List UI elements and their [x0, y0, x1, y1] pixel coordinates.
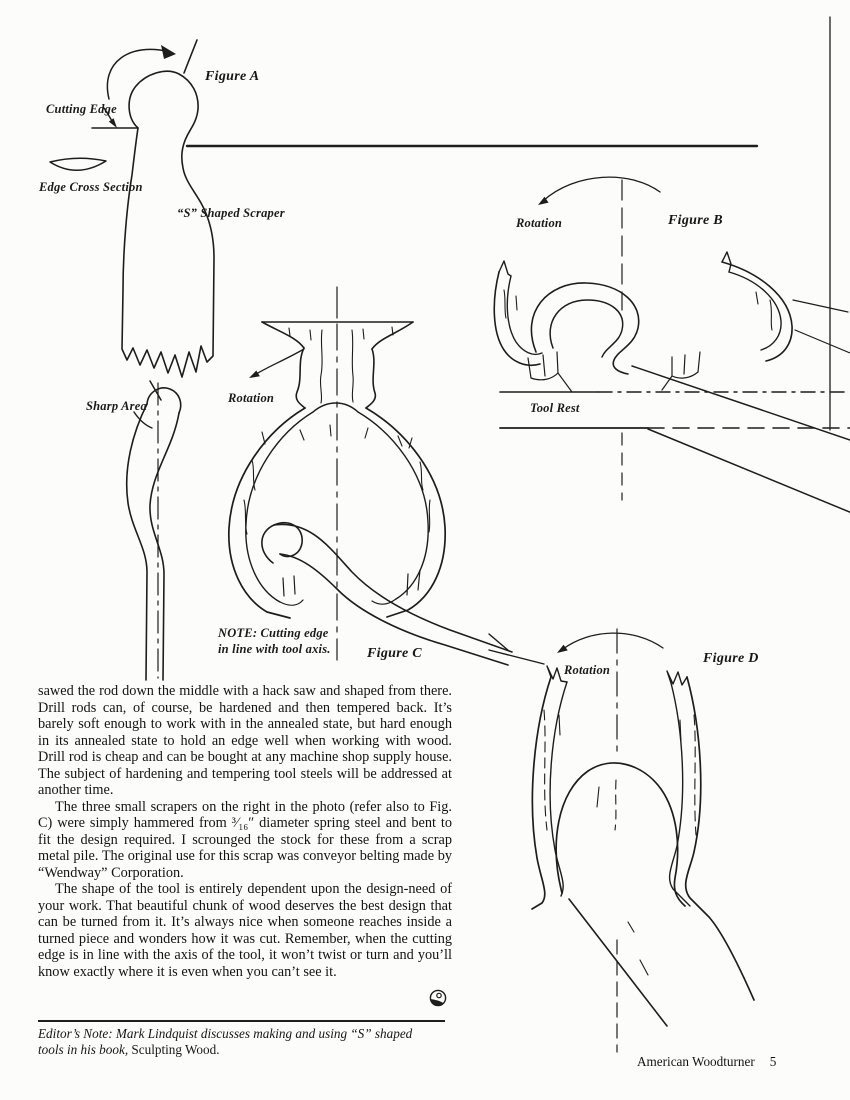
editor-note-book-title: Sculpting Wood.	[131, 1041, 220, 1057]
tool-rest-label: Tool Rest	[530, 401, 580, 415]
cutting-edge-label: Cutting Edge	[46, 102, 117, 116]
end-of-article-icon	[430, 990, 445, 1005]
journal-name: American Woodturner	[637, 1054, 755, 1069]
sharp-area-label: Sharp Area	[86, 399, 147, 413]
article-paragraph-3: The shape of the tool is entirely dependent upon the design-need of your work. That beautiful chunk of wood deserves the best design that can be turned from it. It’s always nice when someone reaches inside a turned piece and wonders how it was cut. Remember, when the cutting edge is in line with the axis of the tool, it won’t twist or turn and you’ll know exactly where it is even when you can’t see it.	[38, 881, 452, 980]
editor-note-rule	[38, 1020, 445, 1022]
editor-note-italic-text: Editor’s Note: Mark Lindquist discusses making and using “S” shaped tools in his book,	[38, 1026, 413, 1057]
figure-b-label: Figure B	[668, 213, 723, 228]
article-paragraph-1: sawed the rod down the middle with a hack saw and shaped from there. Drill rods can, of course, be hardened and then tempered back. It’s barely soft enough to work with in the annealed state, but hard enough in its annealed state to hold an edge well when working with wood. Drill rod is cheap and can be bought at any machine shop supply house. The subject of hardening and tempering tool steels will be addressed at another time.	[38, 683, 452, 798]
figure-c-note-line1: NOTE: Cutting edge	[218, 626, 329, 640]
article-paragraph-2: The three small scrapers on the right in the photo (refer also to Fig. C) were simply hammered from ³⁄₁₆″ diameter spring steel and bent to fit the design required. I scrounged the stock for these from a scrap metal pile. The original use for this scrap was conveyor belting made by “Wendway” Corporation.	[38, 798, 452, 881]
edge-cross-section-label: Edge Cross Section	[39, 180, 143, 194]
editor-note	[38, 1026, 438, 1058]
page-number: 5	[769, 1054, 777, 1069]
figure-c-note-line2: in line with tool axis.	[218, 642, 331, 656]
figure-b-rotation-label: Rotation	[516, 216, 563, 230]
figure-c-label: Figure C	[367, 646, 422, 661]
figure-d-label: Figure D	[703, 651, 759, 666]
article-text-column	[38, 683, 452, 980]
figure-d-rotation-label: Rotation	[564, 663, 611, 677]
figure-c-rotation-label: Rotation	[228, 391, 275, 405]
figure-c-drawing	[229, 287, 512, 665]
figure-a-label: Figure A	[205, 69, 260, 84]
side-view-tool-drawing	[127, 381, 181, 680]
s-shaped-scraper-label: “S” Shaped Scraper	[177, 206, 285, 220]
figure-d-drawing	[489, 629, 754, 1052]
page-footer	[637, 1054, 776, 1070]
